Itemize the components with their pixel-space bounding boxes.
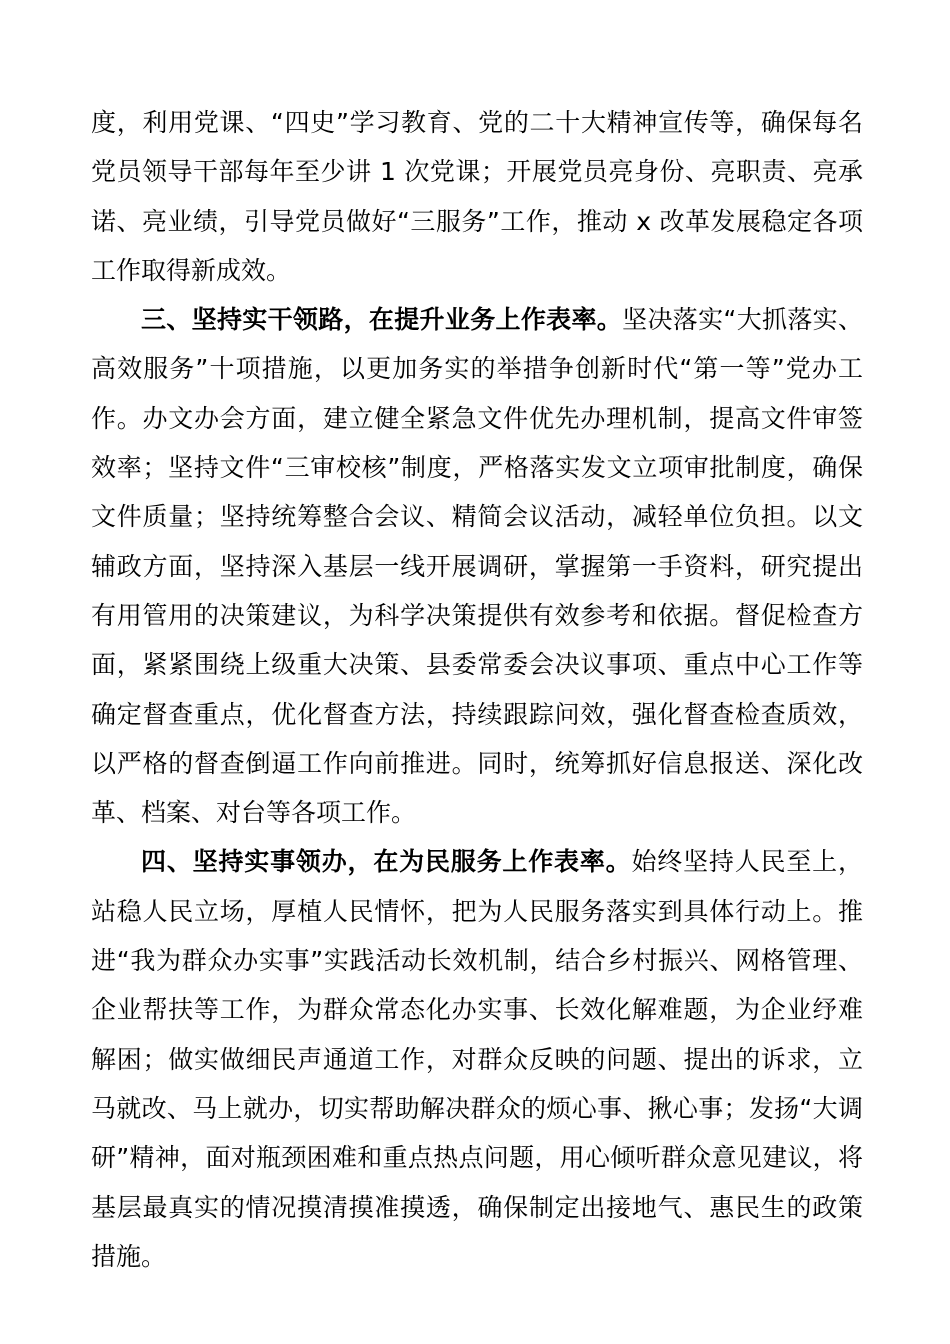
paragraph-text: 度，利用党课、“四史”学习教育、党的二十大精神宣传等，确保每名党员领导干部每年至少讲 1 次党课；开展党员亮身份、亮职责、亮承诺、亮业绩，引导党员做好“三服务”工作，推动 x 改革发展稳定各项工作取得新成效。 <box>91 108 863 285</box>
section-heading: 三、坚持实干领路，在提升业务上作表率。 <box>141 305 623 335</box>
paragraph-text: 始终坚持人民至上，站稳人民立场，厚植人民情怀，把为人民服务落实到具体行动上。推进“我为群众办实事”实践活动长效机制，结合乡村振兴、网格管理、企业帮扶等工作，为群众常态化办实事、长效化解难题，为企业纾难解困；做实做细民声通道工作，对群众反映的问题、提出的诉求，立马就改、马上就办，切实帮助解决群众的烦心事、揪心事；发扬“大调研”精神，面对瓶颈困难和重点热点问题，用心倾听群众意见建议，将基层最真实的情况摸清摸准摸透，确保制定出接地气、惠民生的政策措施。 <box>91 847 863 1271</box>
paragraph-section-four <box>91 837 863 1281</box>
paragraph-continuation <box>91 98 863 295</box>
paragraph-section-three <box>91 295 863 837</box>
section-heading: 四、坚持实事领办，在为民服务上作表率。 <box>141 847 632 877</box>
paragraph-text: 坚决落实“大抓落实、高效服务”十项措施，以更加务实的举措争创新时代“第一等”党办工作。办文办会方面，建立健全紧急文件优先办理机制，提高文件审签效率；坚持文件“三审校核”制度，严格落实发文立项审批制度，确保文件质量；坚持统筹整合会议、精简会议活动，减轻单位负担。以文辅政方面，坚持深入基层一线开展调研，掌握第一手资料，研究提出有用管用的决策建议，为科学决策提供有效参考和依据。督促检查方面，紧紧围绕上级重大决策、县委常委会决议事项、重点中心工作等确定督查重点，优化督查方法，持续跟踪问效，强化督查检查质效，以严格的督查倒逼工作向前推进。同时，统筹抓好信息报送、深化改革、档案、对台等各项工作。 <box>91 305 863 828</box>
document-body <box>91 98 863 1281</box>
